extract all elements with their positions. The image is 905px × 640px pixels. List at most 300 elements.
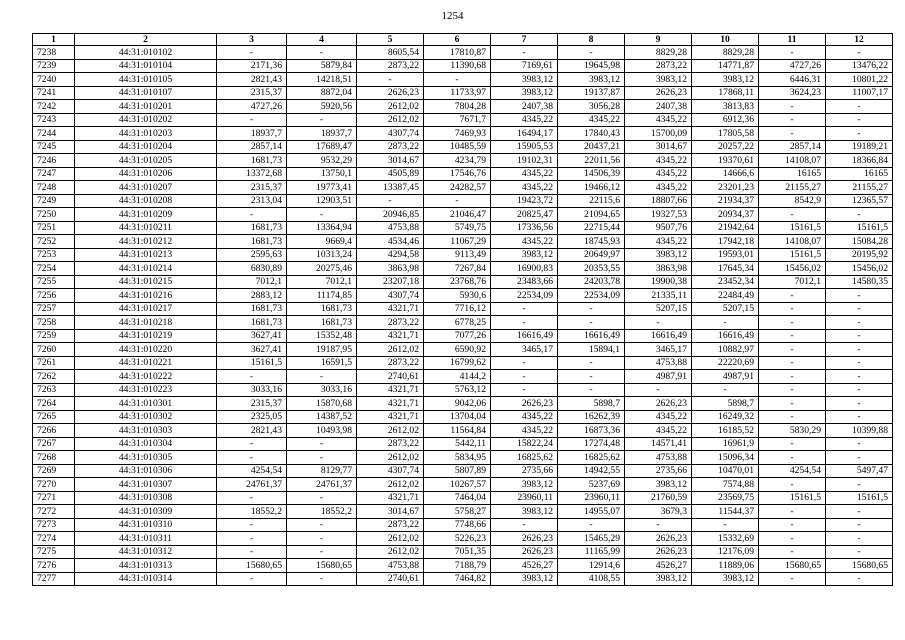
column-header-12: 12	[826, 34, 893, 46]
table-cell-col-7: 3983,12	[491, 73, 558, 87]
table-cell-col-5: 2873,22	[357, 140, 424, 154]
table-cell-col-12: 15161,5	[826, 491, 893, 505]
table-row	[33, 505, 893, 519]
table-cell-col-5: 4753,88	[357, 559, 424, 573]
table-cell-col-7: -	[491, 46, 558, 60]
table-cell-col-3: -	[217, 208, 287, 222]
table-row	[33, 478, 893, 492]
table-row	[33, 127, 893, 141]
table-cell-col-5: 2612,02	[357, 113, 424, 127]
table-cell-col-8: 3056,28	[558, 100, 625, 114]
table-cell-col-7: 4345,22	[491, 167, 558, 181]
table-cell-col-6: 5226,23	[424, 532, 491, 546]
table-cell-col-11: 15680,65	[759, 559, 826, 573]
table-cell-col-5: 23207,18	[357, 275, 424, 289]
table-cell-col-3: 24761,37	[217, 478, 287, 492]
table-row	[33, 235, 893, 249]
table-cell-col-3: -	[217, 532, 287, 546]
table-row	[33, 73, 893, 87]
table-cell-col-10: 16616,49	[692, 329, 759, 343]
table-cell-col-5: 8605,54	[357, 46, 424, 60]
table-cell-col-11: 2857,14	[759, 140, 826, 154]
table-cell-col-12: 15084,28	[826, 235, 893, 249]
table-cell-col-5: 2873,22	[357, 316, 424, 330]
table-cell-col-9: 16616,49	[625, 329, 692, 343]
table-cell-col-8: 17274,48	[558, 437, 625, 451]
table-cell-col-9: 3983,12	[625, 572, 692, 586]
table-cell-col-3: 13372,68	[217, 167, 287, 181]
table-cell-col-2: 44:31:010204	[75, 140, 217, 154]
table-row	[33, 545, 893, 559]
table-row	[33, 302, 893, 316]
table-cell-col-8: 22115,6	[558, 194, 625, 208]
table-cell-col-10: 15096,34	[692, 451, 759, 465]
table-cell-col-2: 44:31:010217	[75, 302, 217, 316]
table-cell-col-1: 7248	[33, 181, 75, 195]
table-cell-col-9: 2626,23	[625, 532, 692, 546]
table-cell-col-5: 4321,71	[357, 329, 424, 343]
table-cell-col-9: 3983,12	[625, 73, 692, 87]
table-cell-col-5: 4321,71	[357, 397, 424, 411]
table-cell-col-5: 2740,61	[357, 370, 424, 384]
table-cell-col-6: 7077,26	[424, 329, 491, 343]
table-cell-col-4: 5920,56	[287, 100, 357, 114]
table-cell-col-10: 23452,34	[692, 275, 759, 289]
table-cell-col-5: 2612,02	[357, 343, 424, 357]
table-cell-col-9: 15700,09	[625, 127, 692, 141]
table-cell-col-8: 16825,62	[558, 451, 625, 465]
table-cell-col-2: 44:31:010303	[75, 424, 217, 438]
table-cell-col-9: 4526,27	[625, 559, 692, 573]
table-cell-col-4: -	[287, 46, 357, 60]
table-cell-col-12: -	[826, 532, 893, 546]
table-cell-col-12: -	[826, 410, 893, 424]
table-cell-col-1: 7247	[33, 167, 75, 181]
table-cell-col-6: 7464,82	[424, 572, 491, 586]
table-cell-col-10: 3813,83	[692, 100, 759, 114]
table-cell-col-2: 44:31:010310	[75, 518, 217, 532]
table-cell-col-3: -	[217, 518, 287, 532]
table-cell-col-11: -	[759, 478, 826, 492]
header-row	[33, 34, 893, 46]
table-cell-col-3: 1681,73	[217, 221, 287, 235]
table-cell-col-5: 4753,88	[357, 221, 424, 235]
column-header-11: 11	[759, 34, 826, 46]
table-cell-col-3: 3627,41	[217, 343, 287, 357]
table-row	[33, 86, 893, 100]
table-cell-col-5: 2873,22	[357, 59, 424, 73]
table-cell-col-5: 2873,22	[357, 437, 424, 451]
table-cell-col-11: 16165	[759, 167, 826, 181]
table-cell-col-1: 7269	[33, 464, 75, 478]
table-cell-col-10: 23201,23	[692, 181, 759, 195]
table-cell-col-6: 13704,04	[424, 410, 491, 424]
table-row	[33, 437, 893, 451]
table-cell-col-12: -	[826, 437, 893, 451]
table-cell-col-4: 14218,51	[287, 73, 357, 87]
table-row	[33, 275, 893, 289]
table-cell-col-12: 18366,84	[826, 154, 893, 168]
table-cell-col-6: 5442,11	[424, 437, 491, 451]
table-cell-col-6: 7748,66	[424, 518, 491, 532]
table-cell-col-12: 10801,22	[826, 73, 893, 87]
table-cell-col-9: 4345,22	[625, 167, 692, 181]
table-cell-col-8: 19466,12	[558, 181, 625, 195]
table-cell-col-5: 4307,74	[357, 289, 424, 303]
table-cell-col-4: 10493,98	[287, 424, 357, 438]
table-row	[33, 181, 893, 195]
table-cell-col-4: -	[287, 545, 357, 559]
table-cell-col-10: -	[692, 518, 759, 532]
table-cell-col-8: 16262,39	[558, 410, 625, 424]
table-cell-col-2: 44:31:010202	[75, 113, 217, 127]
table-cell-col-12: -	[826, 572, 893, 586]
table-body	[33, 46, 893, 586]
table-cell-col-10: 11544,37	[692, 505, 759, 519]
table-row	[33, 221, 893, 235]
table-cell-col-10: 21942,64	[692, 221, 759, 235]
table-cell-col-1: 7258	[33, 316, 75, 330]
table-cell-col-5: 20946,85	[357, 208, 424, 222]
table-cell-col-9: 19327,53	[625, 208, 692, 222]
table-cell-col-10: 14666,6	[692, 167, 759, 181]
table-cell-col-3: 2821,43	[217, 424, 287, 438]
table-cell-col-8: 3983,12	[558, 73, 625, 87]
table-cell-col-3: 1681,73	[217, 316, 287, 330]
table-cell-col-10: 16961,9	[692, 437, 759, 451]
table-cell-col-1: 7271	[33, 491, 75, 505]
table-cell-col-11: -	[759, 397, 826, 411]
table-cell-col-8: 4345,22	[558, 113, 625, 127]
table-cell-col-10: 19370,61	[692, 154, 759, 168]
table-cell-col-7: 4345,22	[491, 424, 558, 438]
table-cell-col-2: 44:31:010220	[75, 343, 217, 357]
table-cell-col-7: 15822,24	[491, 437, 558, 451]
table-cell-col-4: -	[287, 437, 357, 451]
table-cell-col-11: 15161,5	[759, 221, 826, 235]
table-row	[33, 491, 893, 505]
table-cell-col-2: 44:31:010314	[75, 572, 217, 586]
table-cell-col-6: 11733,97	[424, 86, 491, 100]
table-cell-col-4: 13750,1	[287, 167, 357, 181]
table-cell-col-4: -	[287, 113, 357, 127]
column-header-10: 10	[692, 34, 759, 46]
table-cell-col-1: 7261	[33, 356, 75, 370]
table-cell-col-10: 17942,18	[692, 235, 759, 249]
table-cell-col-4: -	[287, 370, 357, 384]
table-cell-col-10: 19593,01	[692, 248, 759, 262]
table-cell-col-3: 3627,41	[217, 329, 287, 343]
table-cell-col-12: 12365,57	[826, 194, 893, 208]
table-cell-col-8: 22011,56	[558, 154, 625, 168]
table-cell-col-3: 1681,73	[217, 302, 287, 316]
table-cell-col-9: -	[625, 518, 692, 532]
column-header-3: 3	[217, 34, 287, 46]
table-row	[33, 46, 893, 60]
table-cell-col-7: 16825,62	[491, 451, 558, 465]
table-cell-col-12: 5497,47	[826, 464, 893, 478]
table-cell-col-6: 5807,89	[424, 464, 491, 478]
table-cell-col-1: 7240	[33, 73, 75, 87]
table-cell-col-7: 4345,22	[491, 113, 558, 127]
table-cell-col-9: 3014,67	[625, 140, 692, 154]
table-cell-col-7: -	[491, 316, 558, 330]
table-cell-col-11: 6446,31	[759, 73, 826, 87]
table-cell-col-2: 44:31:010105	[75, 73, 217, 87]
table-cell-col-4: 20275,46	[287, 262, 357, 276]
table-cell-col-1: 7249	[33, 194, 75, 208]
table-cell-col-1: 7264	[33, 397, 75, 411]
table-cell-col-12: -	[826, 46, 893, 60]
table-cell-col-7: 23483,66	[491, 275, 558, 289]
table-cell-col-10: 12176,09	[692, 545, 759, 559]
table-row	[33, 262, 893, 276]
table-cell-col-12: -	[826, 478, 893, 492]
table-cell-col-6: 11564,84	[424, 424, 491, 438]
table-cell-col-11: 8542,9	[759, 194, 826, 208]
table-cell-col-1: 7244	[33, 127, 75, 141]
table-cell-col-11: 14108,07	[759, 235, 826, 249]
table-cell-col-7: 23960,11	[491, 491, 558, 505]
table-cell-col-5: 2612,02	[357, 451, 424, 465]
table-cell-col-6: -	[424, 73, 491, 87]
table-cell-col-8: 21094,65	[558, 208, 625, 222]
table-row	[33, 100, 893, 114]
table-cell-col-3: 2313,04	[217, 194, 287, 208]
table-cell-col-10: 11889,06	[692, 559, 759, 573]
table-cell-col-2: 44:31:010302	[75, 410, 217, 424]
table-cell-col-9: 4753,88	[625, 451, 692, 465]
table-cell-col-2: 44:31:010301	[75, 397, 217, 411]
table-cell-col-6: 7464,04	[424, 491, 491, 505]
table-cell-col-10: 7574,88	[692, 478, 759, 492]
table-cell-col-4: 16591,5	[287, 356, 357, 370]
table-cell-col-11: -	[759, 505, 826, 519]
table-cell-col-3: -	[217, 437, 287, 451]
table-cell-col-3: 2595,63	[217, 248, 287, 262]
table-cell-col-7: 16900,83	[491, 262, 558, 276]
table-cell-col-9: 3465,17	[625, 343, 692, 357]
table-cell-col-2: 44:31:010104	[75, 59, 217, 73]
table-cell-col-6: 7671,7	[424, 113, 491, 127]
table-cell-col-8: 12914,6	[558, 559, 625, 573]
table-cell-col-5: 2873,22	[357, 356, 424, 370]
table-cell-col-6: 6590,92	[424, 343, 491, 357]
table-cell-col-11: 7012,1	[759, 275, 826, 289]
table-cell-col-2: 44:31:010212	[75, 235, 217, 249]
table-cell-col-5: 4321,71	[357, 491, 424, 505]
table-cell-col-9: 4345,22	[625, 424, 692, 438]
table-cell-col-1: 7238	[33, 46, 75, 60]
table-cell-col-4: 12903,51	[287, 194, 357, 208]
table-cell-col-7: 19423,72	[491, 194, 558, 208]
table-cell-col-6: 17810,87	[424, 46, 491, 60]
table-cell-col-4: -	[287, 208, 357, 222]
table-cell-col-6: 5834,95	[424, 451, 491, 465]
table-cell-col-9: 5207,15	[625, 302, 692, 316]
table-cell-col-10: 22484,49	[692, 289, 759, 303]
table-cell-col-12: -	[826, 329, 893, 343]
table-cell-col-11: 4727,26	[759, 59, 826, 73]
table-cell-col-11: 21155,27	[759, 181, 826, 195]
table-cell-col-3: -	[217, 46, 287, 60]
table-row	[33, 518, 893, 532]
table-cell-col-10: 20257,22	[692, 140, 759, 154]
table-cell-col-2: 44:31:010223	[75, 383, 217, 397]
table-cell-col-1: 7275	[33, 545, 75, 559]
table-cell-col-12: -	[826, 356, 893, 370]
table-cell-col-8: 20353,55	[558, 262, 625, 276]
table-cell-col-12: 15161,5	[826, 221, 893, 235]
table-cell-col-11: -	[759, 46, 826, 60]
table-row	[33, 154, 893, 168]
column-header-6: 6	[424, 34, 491, 46]
table-cell-col-11: -	[759, 437, 826, 451]
table-cell-col-10: 5207,15	[692, 302, 759, 316]
table-cell-col-9: 14571,41	[625, 437, 692, 451]
table-cell-col-1: 7263	[33, 383, 75, 397]
table-cell-col-9: 4987,91	[625, 370, 692, 384]
table-cell-col-7: 3983,12	[491, 86, 558, 100]
table-cell-col-8: 19137,87	[558, 86, 625, 100]
table-cell-col-2: 44:31:010208	[75, 194, 217, 208]
table-cell-col-6: -	[424, 194, 491, 208]
table-row	[33, 424, 893, 438]
table-cell-col-9: 21335,11	[625, 289, 692, 303]
table-cell-col-2: 44:31:010309	[75, 505, 217, 519]
table-cell-col-11: 15161,5	[759, 248, 826, 262]
table-cell-col-10: 16249,32	[692, 410, 759, 424]
table-cell-col-10: 4987,91	[692, 370, 759, 384]
table-cell-col-12: -	[826, 127, 893, 141]
table-cell-col-5: 2612,02	[357, 100, 424, 114]
table-cell-col-10: 17868,11	[692, 86, 759, 100]
table-cell-col-3: -	[217, 113, 287, 127]
table-row	[33, 383, 893, 397]
data-table	[32, 33, 893, 586]
table-cell-col-4: 18552,2	[287, 505, 357, 519]
table-cell-col-3: 2821,43	[217, 73, 287, 87]
table-cell-col-6: 7267,84	[424, 262, 491, 276]
table-cell-col-5: 2626,23	[357, 86, 424, 100]
table-cell-col-10: 5898,7	[692, 397, 759, 411]
table-cell-col-10: 8829,28	[692, 46, 759, 60]
table-cell-col-12: 21155,27	[826, 181, 893, 195]
table-cell-col-4: 1681,73	[287, 316, 357, 330]
table-row	[33, 194, 893, 208]
table-cell-col-4: -	[287, 491, 357, 505]
table-cell-col-1: 7259	[33, 329, 75, 343]
table-cell-col-5: 4307,74	[357, 127, 424, 141]
table-cell-col-11: -	[759, 370, 826, 384]
table-cell-col-8: 14955,07	[558, 505, 625, 519]
table-cell-col-1: 7257	[33, 302, 75, 316]
table-cell-col-6: 21046,47	[424, 208, 491, 222]
table-cell-col-1: 7250	[33, 208, 75, 222]
table-cell-col-4: 9669,4	[287, 235, 357, 249]
table-cell-col-10: -	[692, 316, 759, 330]
table-cell-col-6: 7469,93	[424, 127, 491, 141]
table-cell-col-4: 15680,65	[287, 559, 357, 573]
table-row	[33, 140, 893, 154]
table-cell-col-10: 10470,01	[692, 464, 759, 478]
table-cell-col-7: 4526,27	[491, 559, 558, 573]
table-cell-col-12: -	[826, 100, 893, 114]
table-cell-col-6: 5930,6	[424, 289, 491, 303]
table-cell-col-4: 8872,04	[287, 86, 357, 100]
table-cell-col-8: 24203,78	[558, 275, 625, 289]
table-cell-col-7: 16616,49	[491, 329, 558, 343]
table-cell-col-4: 3033,16	[287, 383, 357, 397]
table-cell-col-8: 23960,11	[558, 491, 625, 505]
table-cell-col-8: -	[558, 518, 625, 532]
table-cell-col-11: -	[759, 289, 826, 303]
table-cell-col-3: 6830,89	[217, 262, 287, 276]
table-cell-col-8: 18745,93	[558, 235, 625, 249]
table-cell-col-8: 17840,43	[558, 127, 625, 141]
table-cell-col-7: 2626,23	[491, 397, 558, 411]
table-cell-col-7: 3983,12	[491, 572, 558, 586]
table-cell-col-2: 44:31:010306	[75, 464, 217, 478]
table-cell-col-2: 44:31:010307	[75, 478, 217, 492]
table-cell-col-9: 4345,22	[625, 113, 692, 127]
table-cell-col-10: -	[692, 383, 759, 397]
table-cell-col-11: -	[759, 316, 826, 330]
table-cell-col-9: 3679,3	[625, 505, 692, 519]
table-cell-col-7: 2735,66	[491, 464, 558, 478]
table-cell-col-4: 9532,29	[287, 154, 357, 168]
column-header-8: 8	[558, 34, 625, 46]
table-cell-col-12: 19189,21	[826, 140, 893, 154]
table-cell-col-11: 4254,54	[759, 464, 826, 478]
table-cell-col-9: 3983,12	[625, 478, 692, 492]
table-cell-col-9: 2626,23	[625, 86, 692, 100]
table-cell-col-6: 9113,49	[424, 248, 491, 262]
table-cell-col-2: 44:31:010213	[75, 248, 217, 262]
table-cell-col-8: 5237,69	[558, 478, 625, 492]
table-cell-col-2: 44:31:010209	[75, 208, 217, 222]
table-cell-col-4: -	[287, 532, 357, 546]
table-cell-col-6: 16799,62	[424, 356, 491, 370]
table-cell-col-3: -	[217, 545, 287, 559]
table-cell-col-8: 20437,21	[558, 140, 625, 154]
table-cell-col-9: 4753,88	[625, 356, 692, 370]
table-cell-col-3: 18552,2	[217, 505, 287, 519]
table-cell-col-6: 17546,76	[424, 167, 491, 181]
table-cell-col-1: 7268	[33, 451, 75, 465]
table-cell-col-7: 3983,12	[491, 478, 558, 492]
table-cell-col-11: -	[759, 127, 826, 141]
table-cell-col-7: 20825,47	[491, 208, 558, 222]
table-cell-col-9: 4345,22	[625, 235, 692, 249]
table-row	[33, 451, 893, 465]
table-cell-col-11: -	[759, 302, 826, 316]
column-header-9: 9	[625, 34, 692, 46]
table-cell-col-1: 7239	[33, 59, 75, 73]
table-cell-col-11: 5830,29	[759, 424, 826, 438]
table-cell-col-3: 3033,16	[217, 383, 287, 397]
table-row	[33, 289, 893, 303]
table-cell-col-1: 7262	[33, 370, 75, 384]
table-cell-col-4: 17689,47	[287, 140, 357, 154]
table-cell-col-6: 7188,79	[424, 559, 491, 573]
table-cell-col-10: 15332,69	[692, 532, 759, 546]
table-cell-col-7: -	[491, 518, 558, 532]
table-cell-col-8: 22715,44	[558, 221, 625, 235]
table-cell-col-3: 2857,14	[217, 140, 287, 154]
table-cell-col-4: 8129,77	[287, 464, 357, 478]
table-cell-col-1: 7260	[33, 343, 75, 357]
